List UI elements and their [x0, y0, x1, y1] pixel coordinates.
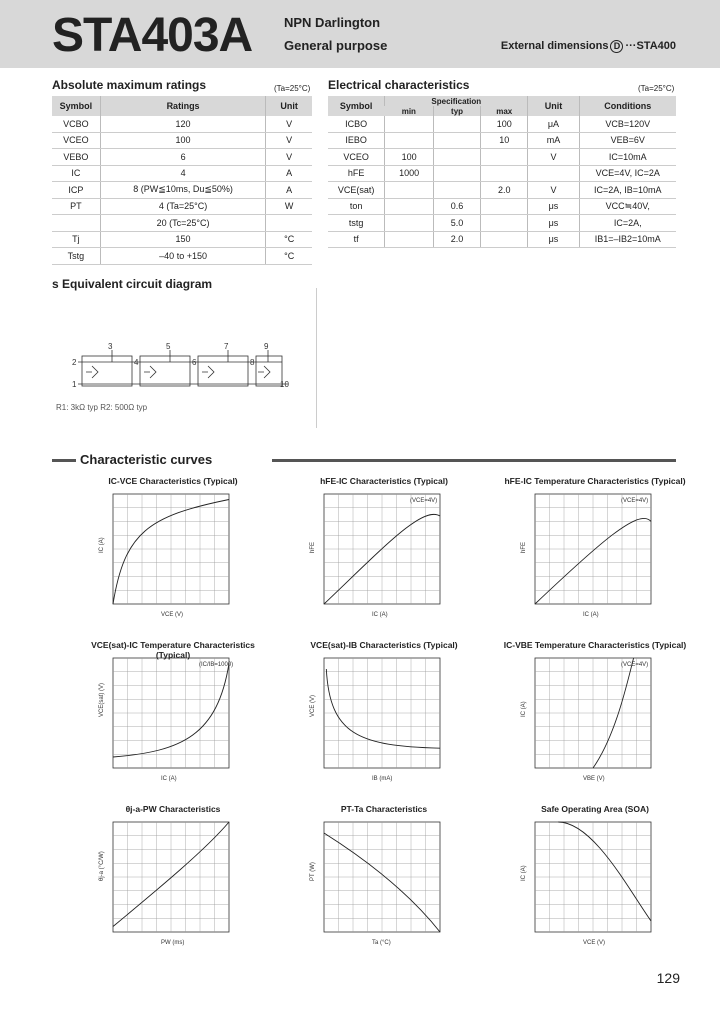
elec-row	[328, 165, 676, 182]
elec-min: 1000	[385, 165, 434, 182]
graph-title: VCE(sat)-IB Characteristics (Typical)	[310, 640, 458, 650]
graph-title: hFE-IC Temperature Characteristics (Typical)	[504, 476, 686, 486]
elec-unit: μA	[528, 116, 579, 132]
elec-typ	[433, 132, 480, 149]
graph-title: PT-Ta Characteristics	[340, 804, 428, 814]
y-axis-label: hFE	[310, 541, 316, 553]
elec-row	[328, 116, 676, 132]
characteristic-graph	[306, 818, 446, 948]
abs-unit: °C	[266, 231, 312, 248]
characteristic-graph	[95, 490, 235, 620]
elec-conditions: IC=2A, IB=10mA	[579, 182, 676, 199]
elec-typ: 0.6	[433, 198, 480, 215]
elec-title: Electrical characteristics	[328, 78, 470, 92]
elec-min	[385, 198, 434, 215]
external-dimensions	[501, 40, 676, 53]
abs-row	[52, 248, 312, 265]
abs-rating: 8 (PW≦10ms, Du≦50%)	[100, 182, 266, 199]
elec-conditions: VCC≒40V,	[579, 198, 676, 215]
elec-unit: μs	[528, 231, 579, 248]
elec-conditions: IB1=–IB2=10mA	[579, 231, 676, 248]
device-purpose: General purpose	[284, 38, 388, 53]
abs-rating: 100	[100, 132, 266, 149]
graph-title: IC-VBE Temperature Characteristics (Typical)	[503, 640, 687, 650]
y-axis-label: PT (W)	[310, 862, 316, 881]
elec-header-unit: Unit	[528, 96, 579, 116]
elec-symbol: tstg	[328, 215, 385, 232]
abs-rating: 20 (Tc=25°C)	[100, 215, 266, 232]
abs-header-ratings: Ratings	[100, 96, 266, 116]
elec-conditions: VEB=6V	[579, 132, 676, 149]
x-axis-label: VCE (V)	[161, 612, 184, 618]
elec-header-spec: Specification	[385, 96, 528, 106]
graph-condition: (VCE=4V)	[410, 498, 438, 504]
equivalent-circuit	[52, 325, 312, 455]
abs-row	[52, 132, 312, 149]
elec-symbol: ton	[328, 198, 385, 215]
abs-rating: –40 to +150	[100, 248, 266, 265]
abs-row	[52, 116, 312, 132]
abs-unit: °C	[266, 248, 312, 265]
elec-sub-min: min	[385, 106, 434, 116]
pin-label: 8	[250, 358, 255, 367]
abs-unit: V	[266, 116, 312, 132]
characteristic-curve	[326, 669, 440, 748]
abs-symbol: VCEO	[52, 132, 100, 149]
abs-unit: V	[266, 149, 312, 166]
graph-title: VCE(sat)-IC Temperature Characteristics (Typical)	[91, 640, 255, 660]
elec-min	[385, 132, 434, 149]
elec-conditions: IC=10mA	[579, 149, 676, 166]
graph-title: IC-VCE Characteristics (Typical)	[108, 476, 238, 486]
elec-char-table	[328, 96, 676, 248]
elec-max: 100	[481, 116, 528, 132]
curves-header	[52, 452, 676, 468]
pin-label: 4	[134, 358, 139, 367]
abs-condition: (Ta=25°C)	[274, 84, 311, 93]
abs-row	[52, 198, 312, 215]
x-axis-label: VBE (V)	[583, 776, 605, 782]
characteristic-graph	[517, 654, 657, 784]
transistor-block	[82, 356, 132, 386]
elec-min: 100	[385, 149, 434, 166]
elec-min	[385, 215, 434, 232]
elec-row	[328, 132, 676, 149]
elec-row	[328, 231, 676, 248]
abs-unit: A	[266, 165, 312, 182]
graph-condition: (VCE=4V)	[621, 662, 649, 668]
characteristic-graph	[306, 490, 446, 620]
abs-rating: 6	[100, 149, 266, 166]
elec-typ	[433, 149, 480, 166]
abs-row	[52, 231, 312, 248]
x-axis-label: IC (A)	[161, 776, 177, 782]
pin-label: 10	[280, 380, 289, 389]
elec-max: 10	[481, 132, 528, 149]
part-number: STA403A	[52, 9, 253, 62]
abs-row	[52, 149, 312, 166]
elec-symbol: tf	[328, 231, 385, 248]
y-axis-label: IC (A)	[521, 701, 527, 717]
elec-unit: mA	[528, 132, 579, 149]
elec-unit: μs	[528, 215, 579, 232]
elec-max	[481, 165, 528, 182]
elec-symbol: VCEO	[328, 149, 385, 166]
characteristic-graph	[306, 654, 446, 784]
abs-rating: 120	[100, 116, 266, 132]
elec-unit: V	[528, 182, 579, 199]
abs-unit: V	[266, 132, 312, 149]
elec-symbol: VCE(sat)	[328, 182, 385, 199]
header-band	[0, 0, 720, 68]
elec-max	[481, 231, 528, 248]
graph-title: Safe Operating Area (SOA)	[541, 804, 649, 814]
elec-typ: 5.0	[433, 215, 480, 232]
elec-max: 2.0	[481, 182, 528, 199]
elec-header-symbol: Symbol	[328, 96, 385, 116]
elec-conditions: VCE=4V, IC=2A	[579, 165, 676, 182]
abs-ratings-table	[52, 96, 312, 265]
device-type: NPN Darlington	[284, 15, 381, 30]
abs-symbol: Tstg	[52, 248, 100, 265]
header-rule	[272, 459, 676, 462]
elec-typ	[433, 182, 480, 199]
y-axis-label: θj-a (°C/W)	[99, 851, 105, 881]
elec-max	[481, 198, 528, 215]
extdim-code: D	[610, 40, 623, 53]
pin-label: 5	[166, 342, 171, 351]
pin-label: 9	[264, 342, 269, 351]
elec-typ	[433, 116, 480, 132]
elec-conditions: IC=2A,	[579, 215, 676, 232]
characteristic-curve	[558, 822, 651, 921]
abs-rating: 150	[100, 231, 266, 248]
graph-title: hFE-IC Characteristics (Typical)	[320, 476, 448, 486]
abs-symbol: VCBO	[52, 116, 100, 132]
elec-max	[481, 215, 528, 232]
y-axis-label: VCE(sat) (V)	[99, 682, 105, 717]
y-axis-label: IC (A)	[99, 537, 105, 553]
abs-unit: A	[266, 182, 312, 199]
graph-condition: (VCE=4V)	[621, 498, 649, 504]
curves-title: Characteristic curves	[80, 452, 216, 467]
pin-label: 2	[72, 358, 77, 367]
elec-row	[328, 149, 676, 166]
graph-condition: (IC/IB=1000)	[199, 662, 234, 668]
circuit-note: R1: 3kΩ typ R2: 500Ω typ	[56, 403, 148, 412]
pin-label: 6	[192, 358, 197, 367]
abs-rating: 4 (Ta=25°C)	[100, 198, 266, 215]
characteristic-graph	[517, 818, 657, 948]
abs-rating: 4	[100, 165, 266, 182]
x-axis-label: PW (ms)	[161, 940, 185, 946]
abs-symbol: IC	[52, 165, 100, 182]
elec-symbol: IEBO	[328, 132, 385, 149]
graph-title: θj-a-PW Characteristics	[125, 804, 221, 814]
elec-symbol: hFE	[328, 165, 385, 182]
elec-unit: V	[528, 149, 579, 166]
y-axis-label: VCE (V)	[310, 694, 316, 717]
characteristic-graph	[517, 490, 657, 620]
elec-conditions: VCB=120V	[579, 116, 676, 132]
x-axis-label: IC (A)	[583, 612, 599, 618]
abs-row	[52, 215, 312, 232]
divider	[316, 288, 317, 428]
x-axis-label: IC (A)	[372, 612, 388, 618]
circuit-title	[52, 277, 212, 291]
elec-typ	[433, 165, 480, 182]
elec-min	[385, 182, 434, 199]
x-axis-label: VCE (V)	[583, 940, 606, 946]
elec-header-conditions: Conditions	[579, 96, 676, 116]
abs-title: Absolute maximum ratings	[52, 78, 207, 92]
elec-max	[481, 149, 528, 166]
y-axis-label: IC (A)	[521, 865, 527, 881]
abs-header-symbol: Symbol	[52, 96, 100, 116]
header-rule	[52, 459, 76, 462]
pin-label: 7	[224, 342, 229, 351]
abs-symbol: PT	[52, 198, 100, 215]
circuit-title-text: Equivalent circuit diagram	[62, 277, 213, 291]
pin-label: 1	[72, 380, 77, 389]
elec-row	[328, 198, 676, 215]
elec-sub-max: max	[481, 106, 528, 116]
abs-row	[52, 165, 312, 182]
elec-row	[328, 182, 676, 199]
elec-min	[385, 116, 434, 132]
abs-unit	[266, 215, 312, 232]
elec-condition: (Ta=25°C)	[638, 84, 675, 93]
elec-unit	[528, 165, 579, 182]
abs-symbol	[52, 215, 100, 232]
abs-row	[52, 182, 312, 199]
x-axis-label: IB (mA)	[372, 776, 393, 782]
abs-unit: W	[266, 198, 312, 215]
elec-min	[385, 231, 434, 248]
abs-symbol: Tj	[52, 231, 100, 248]
abs-header-unit: Unit	[266, 96, 312, 116]
elec-typ: 2.0	[433, 231, 480, 248]
circuit-bullet: s	[52, 277, 59, 291]
x-axis-label: Ta (°C)	[372, 940, 391, 946]
abs-symbol: ICP	[52, 182, 100, 199]
characteristic-graph	[95, 818, 235, 948]
elec-sub-typ: typ	[433, 106, 480, 116]
page-number: 129	[656, 970, 680, 986]
extdim-label: External dimensions	[500, 40, 609, 52]
abs-symbol: VEBO	[52, 149, 100, 166]
transistor-block	[198, 356, 248, 386]
transistor-block	[140, 356, 190, 386]
y-axis-label: hFE	[521, 541, 527, 553]
characteristic-graph	[95, 654, 235, 784]
elec-symbol: ICBO	[328, 116, 385, 132]
pin-label: 3	[108, 342, 113, 351]
elec-unit: μs	[528, 198, 579, 215]
extdim-package: ···STA400	[625, 40, 676, 52]
elec-row	[328, 215, 676, 232]
